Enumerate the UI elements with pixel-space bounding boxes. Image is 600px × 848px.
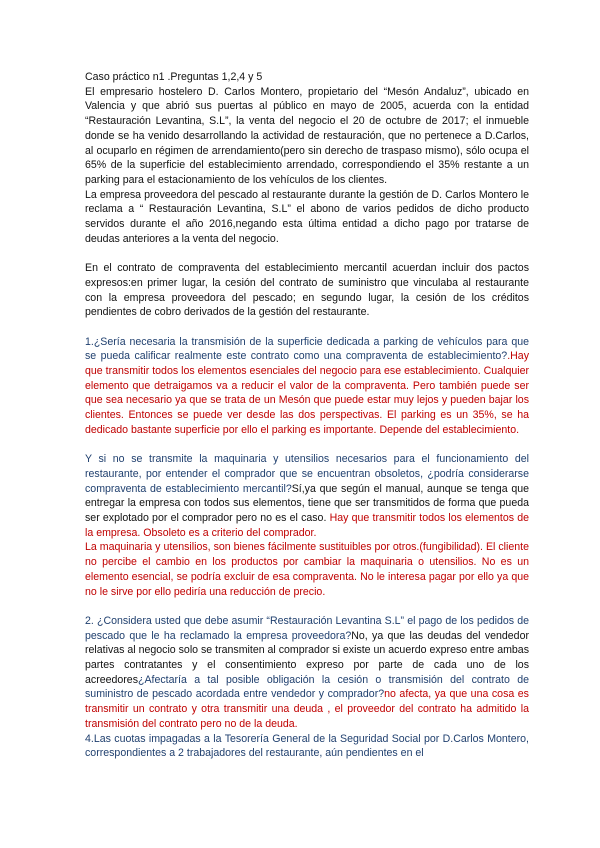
answer-1b-black: Sí,ya que según el manual, aunque se tenga que entregar la empresa con todos sus elementos, tiene que ser transmitidos de forma que pueda ser explotado por el comprador pero no es el caso. [85, 482, 530, 525]
document-page [85, 70, 529, 761]
intro-paragraph-3: En el contrato de compraventa del establecimiento mercantil acuerdan incluir dos pactos expresos:en primer lugar, la cesión del contrato de suministro que vinculaba al restaurante con la empresa proveedora del pescado; en segundo lugar, la cesión de los créditos pendientes de cobro derivados de la gestión del restaurante. [85, 262, 529, 319]
question-4-text: 4.Las cuotas impagadas a la Tesorería General de la Seguridad Social por D.Carlos Montero, correspondientes a 2 trabajadores del restaurante, aún pendientes en el [85, 732, 529, 760]
spacer [85, 599, 529, 614]
question-1-block [85, 335, 529, 438]
spacer [85, 246, 529, 261]
answer-1b-red-2: La maquinaria y utensilios, son bienes fácilmente sustituibles por otros.(fungibilidad). El cliente no percibe el cambio en los productos por cambiar la maquinaria o utensilios. No es un elemento esencial, se podría excluir de esa compraventa. No le interesa pagar por ello ya que no le sirve por ello pediría una reducción de precio. [85, 541, 529, 598]
question-2-text: 2. ¿Considera usted que debe asumir “Restauración Levantina S.L” el pago de los pedidos de pescado que le ha reclamado la empresa proveedora? [85, 614, 529, 642]
answer-1b-red: Hay que transmitir todos los elementos de la empresa. Obsoleto es a criterio del comprador. [85, 512, 529, 539]
question-1-text: 1.¿Sería necesaria la transmisión de la superficie dedicada a parking de vehículos para que se pueda calificar realmente este contrato como una compraventa de establecimiento? [85, 335, 529, 363]
question-1b-text: Y si no se transmite la maquinaria y utensilios necesarios para el funcionamiento del restaurante, por entender el comprador que se encuentran obsoletos, ¿podría considerarse compraventa de establecimiento mercantil? [85, 453, 529, 495]
spacer [85, 320, 529, 335]
answer-1-text: .Hay que transmitir todos los elementos esenciales del negocio para ese establecimiento. Cualquier elemento que detraigamos va a reducir el valor de la compraventa. Pero también puede ser que sea necesario ya que se trata de un Mesón que puede estar muy lejos y pueden bajar los clientes. Entonces se puede ver desde las dos perspectivas. El parking es un 35%, se ha dedicado bastante superficie por ello el parking es importante. Depende del establecimiento. [85, 350, 529, 436]
intro-paragraph-2: La empresa proveedora del pescado al restaurante durante la gestión de D. Carlos Montero le reclama a “ Restauración Levantina, S.L” el abono de varios pedidos de dicho producto servidos durante el año 2016,negando esta última entidad a dicho pago por tratarse de deudas anteriores a la venta del negocio. [85, 188, 529, 245]
question-2-block [85, 614, 529, 732]
document-title: Caso práctico n1 .Preguntas 1,2,4 y 5 [85, 71, 263, 83]
intro-paragraph-1: El empresario hostelero D. Carlos Montero, propietario del “Mesón Andaluz”, ubicado en Valencia y que abrió sus puertas al público en mayo de 2005, acuerda con la entidad “Restauración Levantina, S.L”, la venta del negocio el 20 de octubre de 2017; el inmueble donde se ha venido desarrollando la actividad de restauración, que no pertenece a D.Carlos, al ocuparlo en régimen de arrendamiento(pero sin derecho de traspaso mismo), sólo ocupa el 65% de la superficie del establecimiento arrendado, correspondiendo el 35% restante a un parking para el estacionamiento de los vehículos de los clientes. [85, 85, 529, 186]
question-1b-block [85, 452, 529, 540]
answer-2-red: no afecta, ya que una cosa es transmitir un contrato y otra transmitir una deuda , el proveedor del contrato ha admitido la transmisión del contrato pero no de la deuda. [85, 688, 529, 730]
question-2b-text: ¿Afectaría a tal posible obligación la cesión o transmisión del contrato de suministro de pescado acordada entre vendedor y comprador? [85, 673, 529, 701]
spacer [85, 438, 529, 453]
answer-2-black: No, ya que las deudas del vendedor relativas al negocio solo se transmiten al comprador si existe un acuerdo expreso entre ambas partes contratantes y el consentimiento expreso por parte de cada uno de los acreedores [85, 629, 529, 686]
